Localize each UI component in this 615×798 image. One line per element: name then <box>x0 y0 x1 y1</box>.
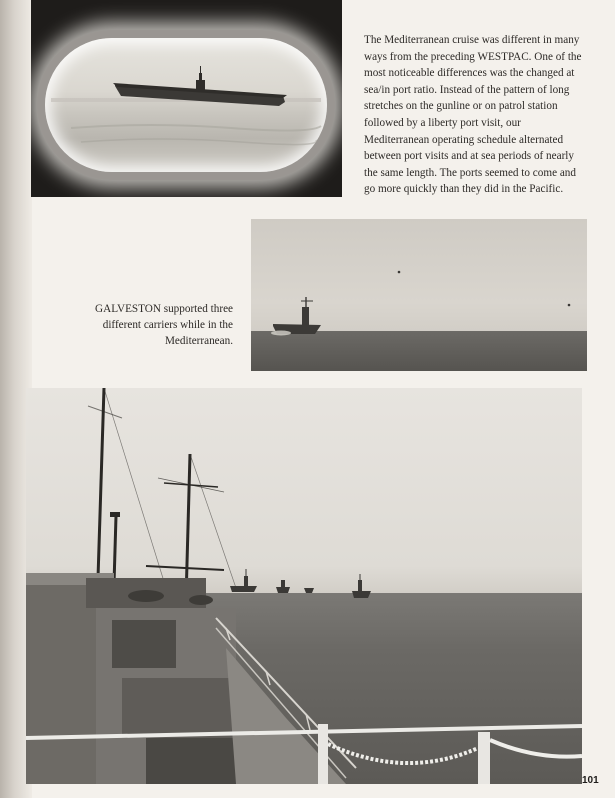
carrier-horizon-photo <box>251 219 587 371</box>
formation-ships <box>230 569 371 598</box>
intro-paragraph: The Mediterranean cruise was different in many ways from the preceding WESTPAC. One of the most noticeable differences was the changed at sea/in port ratio. Instead of the pattern of long stretches on the gunline or on patrol station followed by a liberty port visit, our Mediterranean operating schedule alternated between port visits and at sea periods of nearly the same length. The ports seemed to come and go more quickly than they did in the Pacific. <box>364 34 582 196</box>
carrier-caption: GALVESTON supported three different carriers while in the Mediterranean. <box>95 303 233 348</box>
porthole-scene <box>31 0 342 197</box>
page-number: 101 <box>582 775 599 786</box>
porthole-carrier-photo <box>31 0 342 197</box>
deck-scene <box>26 388 582 784</box>
formation-deck-photo <box>26 388 582 784</box>
carrier-horizon-scene <box>251 219 587 371</box>
